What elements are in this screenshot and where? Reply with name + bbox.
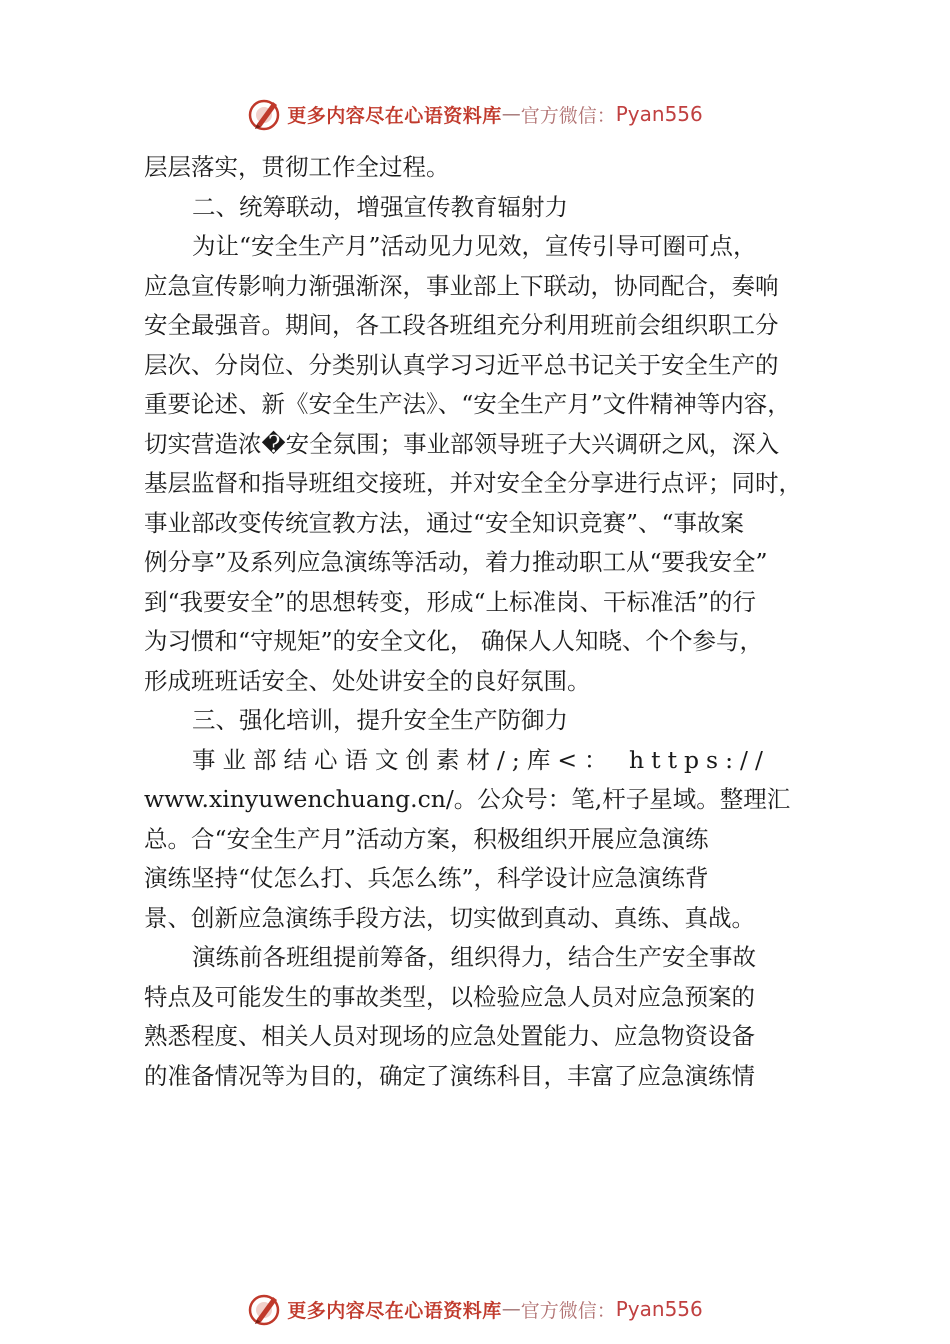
header-brand-text: 更多内容尽在心语资料库 xyxy=(287,104,502,127)
body-line: 重要论述、新《安全生产法》、“安全生产月”文件精神等内容， xyxy=(144,390,791,418)
header-wechat-label: 官方微信： xyxy=(520,104,616,127)
body-line: 基层监督和指导班组交接班，并对安全全分享进行点评；同时， xyxy=(144,469,802,497)
body-line: 形成班班话安全、处处讲安全的良好氛围。 xyxy=(144,666,591,695)
body-line: 总。合“安全生产月”活动方案，积极组织开展应急演练 xyxy=(144,824,709,853)
section-heading-3: 三、强化培训，提升安全生产防御力 xyxy=(192,706,568,734)
footer-wechat-id: Pyan556 xyxy=(615,1297,703,1321)
pen-logo-icon xyxy=(247,96,283,132)
body-line: 熟悉程度、相关人员对现场的应急处置能力、应急物资设备 xyxy=(144,1022,755,1050)
body-line: 的准备情况等为目的，确定了演练科目，丰富了应急演练情 xyxy=(144,1061,755,1090)
body-line: 例分享”及系列应急演练等活动，着力推动职工从“要我安全” xyxy=(144,548,768,576)
body-line: 安全最强音。期间，各工段各班组充分利用班前会组织职工分 xyxy=(144,311,779,339)
body-line: 演练前各班组提前筹备，组织得力，结合生产安全事故 xyxy=(192,943,756,971)
footer-separator: — xyxy=(501,1298,521,1320)
body-line: www.xinyuwenchuang.cn/。公众号：笔,杆子星域。整理汇 xyxy=(144,785,791,813)
body-line: 层层落实，贯彻工作全过程。 xyxy=(144,153,450,181)
body-line: 为让“安全生产月”活动见力见效，宣传引导可圈可点， xyxy=(192,232,757,260)
header-separator: — xyxy=(501,103,521,125)
footer-banner xyxy=(0,1289,950,1329)
body-line: 事业部改变传统宣教方法，通过“安全知识竞赛”、“事故案 xyxy=(144,508,745,537)
body-line: 切实营造浓�安全氛围；事业部领导班子大兴调研之风，深入 xyxy=(144,429,780,458)
section-heading-2: 二、统筹联动，增强宣传教育辐射力 xyxy=(192,192,568,221)
header-banner xyxy=(0,94,950,134)
header-wechat-id: Pyan556 xyxy=(615,102,703,126)
body-line: 特点及可能发生的事故类型，以检验应急人员对应急预案的 xyxy=(144,982,755,1011)
body-line: 层次、分岗位、分类别认真学习习近平总书记关于安全生产的 xyxy=(144,350,779,379)
document-body xyxy=(144,148,834,1096)
body-line: 事业部结心语文创素材/;库<： https:// xyxy=(192,745,770,774)
body-line: 为习惯和“守规矩”的安全文化， 确保人人知晓、个个参与， xyxy=(144,627,763,655)
body-line: 应急宣传影响力渐强渐深，事业部上下联动，协同配合，奏响 xyxy=(144,271,779,300)
body-line: 到“我要安全”的思想转变，形成“上标准岗、干标准活”的行 xyxy=(144,587,757,616)
footer-brand-text: 更多内容尽在心语资料库 xyxy=(287,1299,502,1322)
pen-logo-icon xyxy=(247,1291,283,1327)
body-line: 景、创新应急演练手段方法，切实做到真动、真练、真战。 xyxy=(144,903,755,932)
footer-wechat-label: 官方微信： xyxy=(520,1299,616,1322)
body-line: 演练坚持“仗怎么打、兵怎么练”，科学设计应急演练背 xyxy=(144,864,709,892)
